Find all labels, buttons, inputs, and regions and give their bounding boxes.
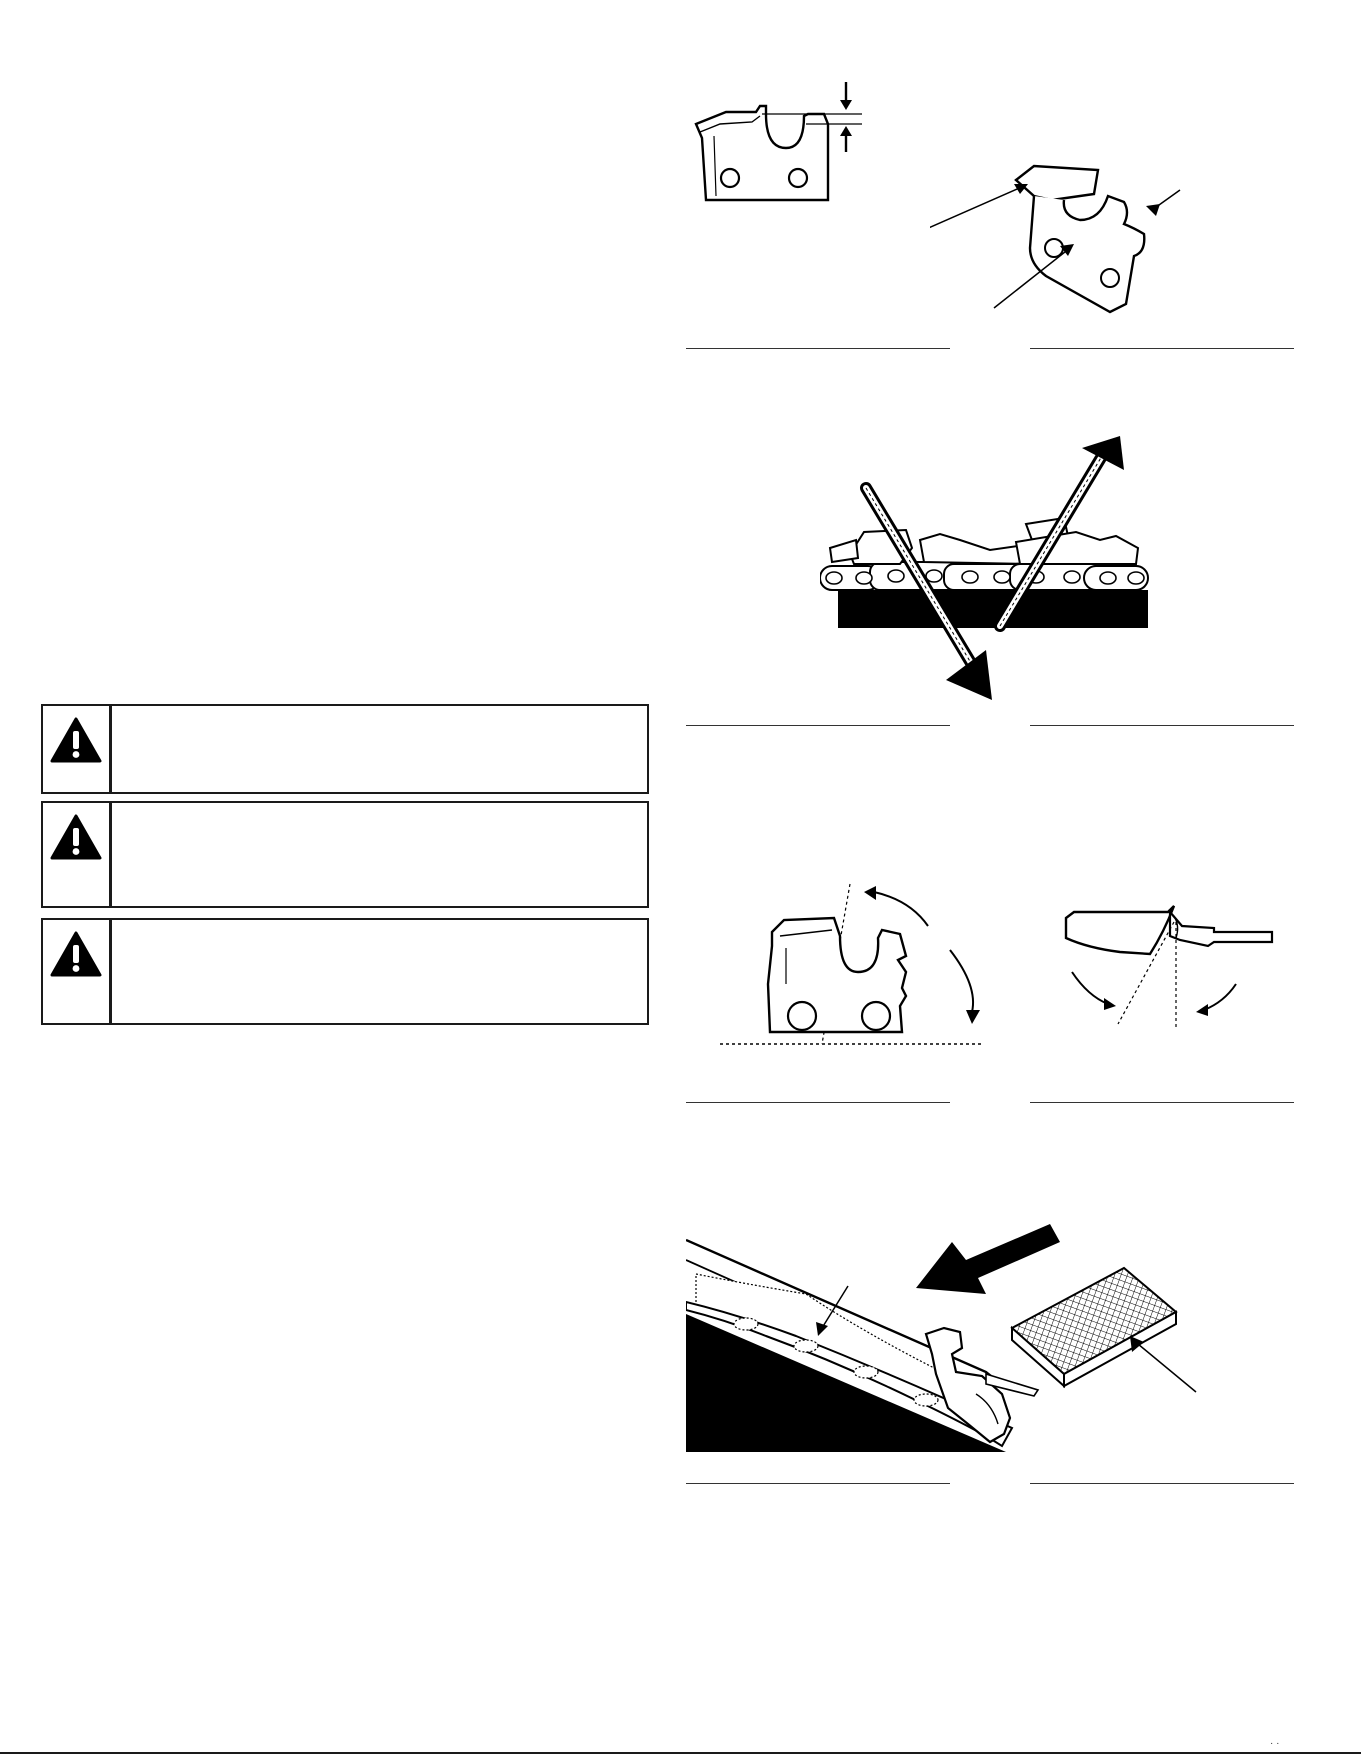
warning-icon-cell	[43, 803, 112, 906]
warning-box-1	[41, 704, 649, 794]
caption-rule-left	[686, 1483, 950, 1484]
caption-rule-right	[1030, 725, 1294, 726]
side-plate-angle-figure	[1058, 896, 1278, 1036]
caption-rule-right	[1030, 348, 1294, 349]
caption-rule-left	[686, 725, 950, 726]
page-number: · ·	[1270, 1738, 1280, 1749]
caption-rule-left	[686, 1102, 950, 1103]
filing-direction-figure	[820, 436, 1150, 706]
bar-dressing-figure	[686, 1224, 1226, 1464]
caption-rule-left	[686, 348, 950, 349]
warning-icon-cell	[43, 706, 112, 792]
caption-rule-right	[1030, 1102, 1294, 1103]
warning-text-2	[112, 803, 647, 906]
warning-box-3	[41, 918, 649, 1025]
warning-box-2	[41, 801, 649, 908]
warning-triangle-icon	[50, 930, 102, 978]
top-plate-angle-figure	[710, 876, 990, 1056]
warning-text-3	[112, 920, 647, 1023]
warning-triangle-icon	[50, 716, 102, 764]
warning-text-1	[112, 706, 647, 792]
page-bottom-rule	[0, 1752, 1361, 1754]
warning-icon-cell	[43, 920, 112, 1023]
warning-triangle-icon	[50, 813, 102, 861]
cutter-parts-figure	[930, 160, 1200, 320]
depth-gauge-figure	[686, 78, 866, 208]
caption-rule-right	[1030, 1483, 1294, 1484]
